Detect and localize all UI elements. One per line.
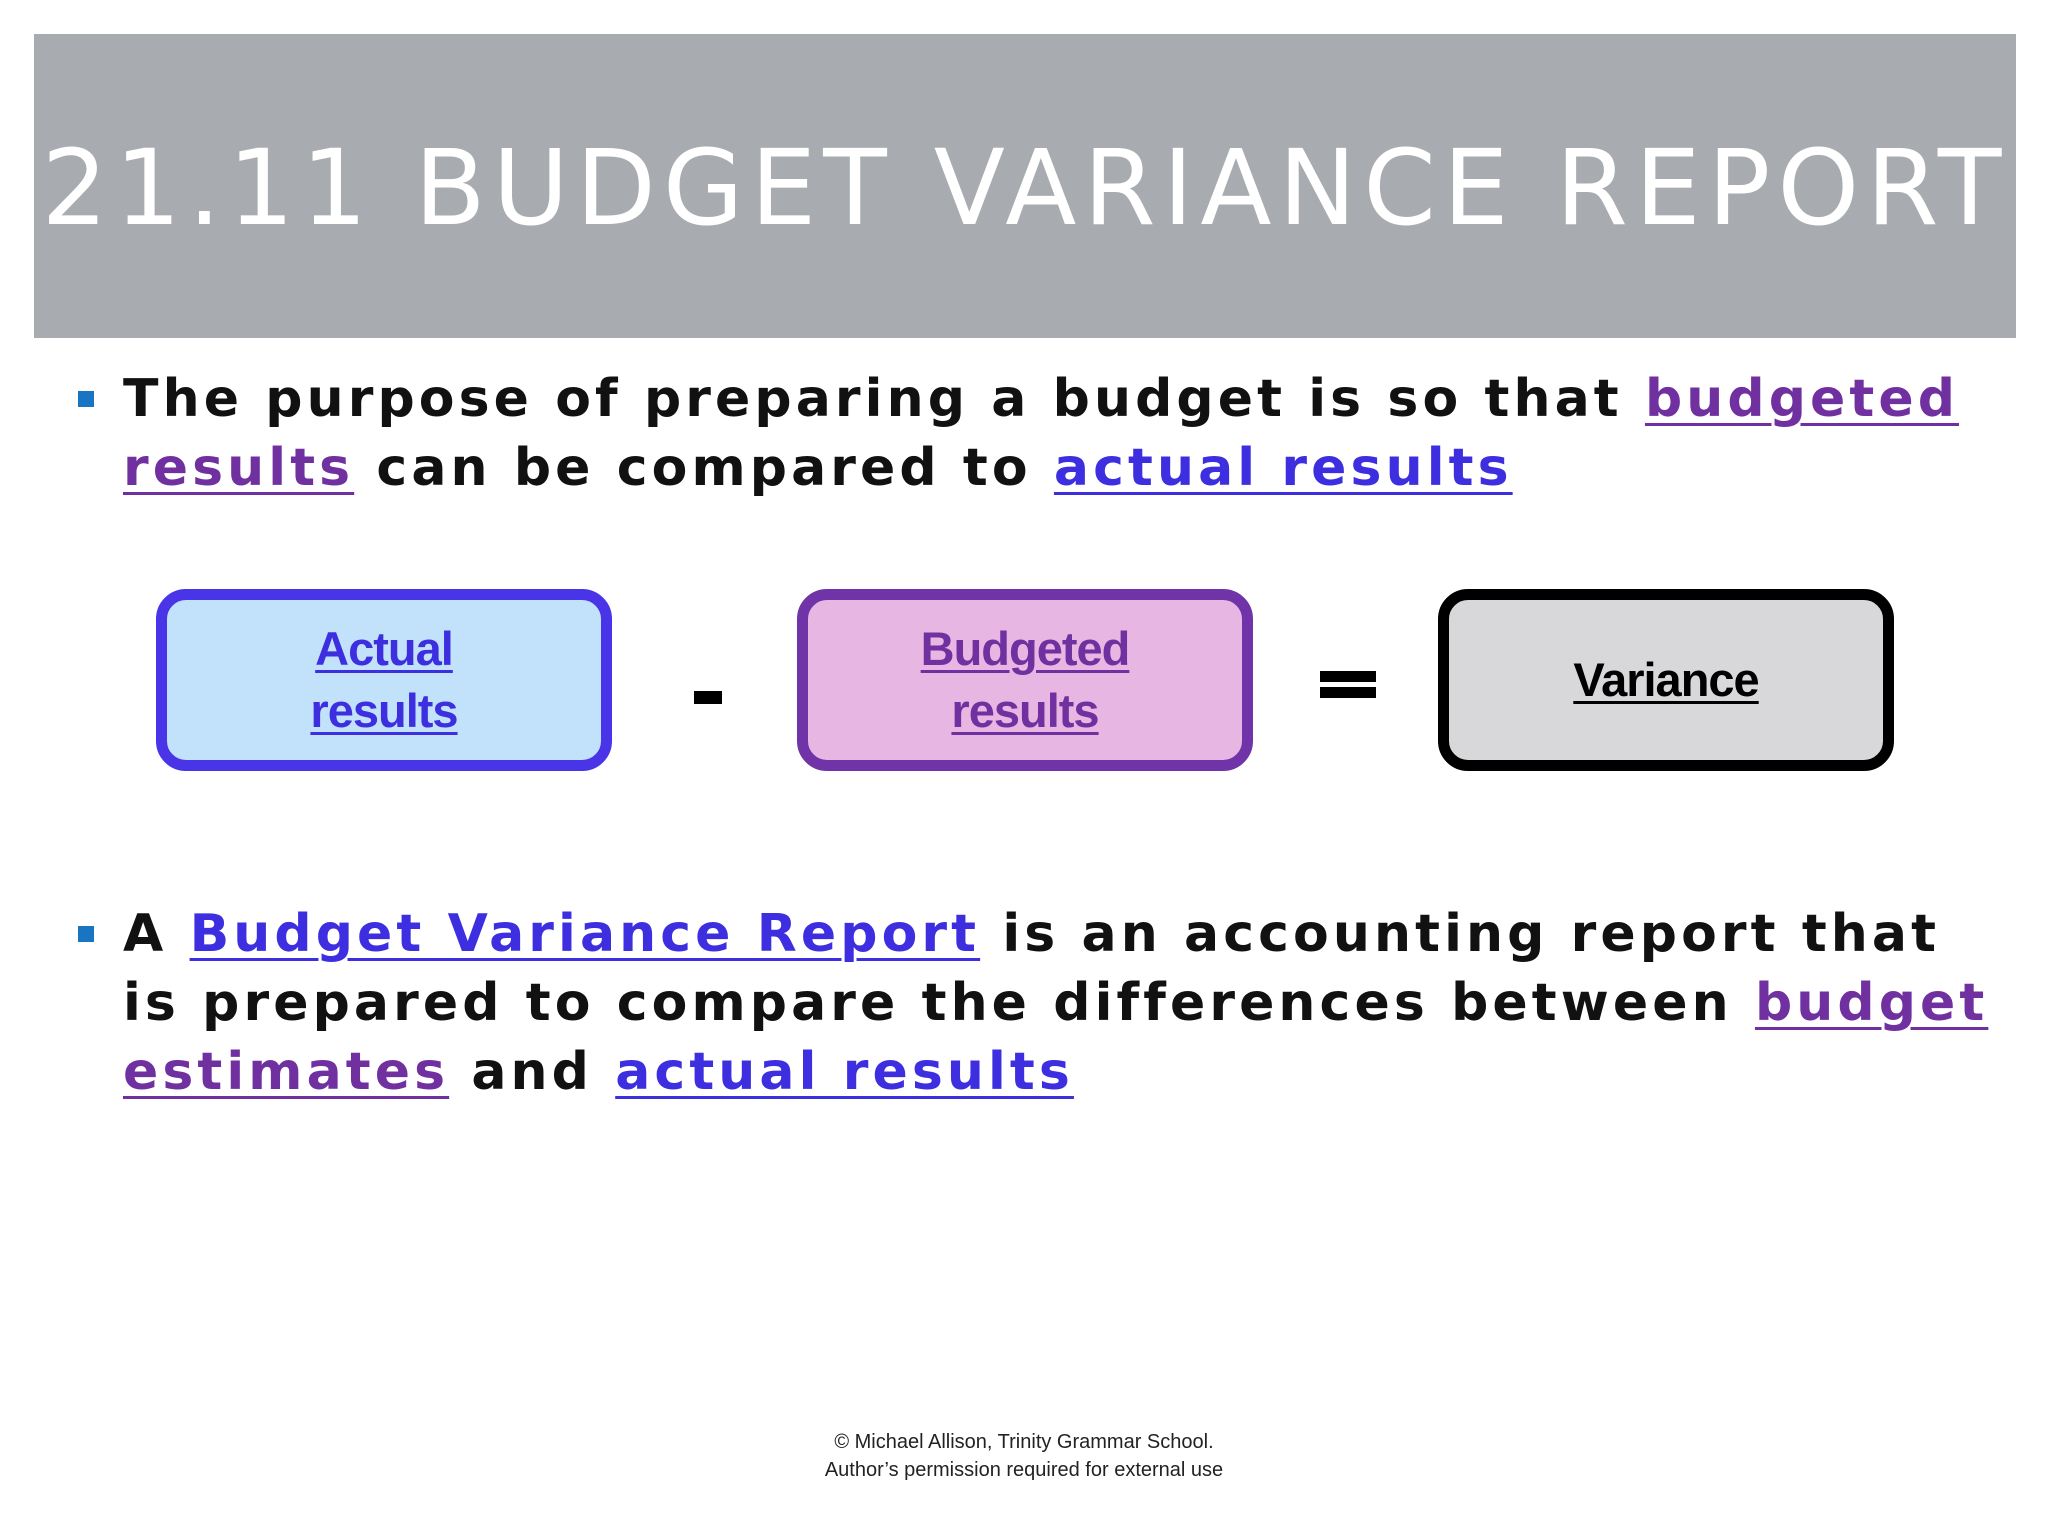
actual-results-box[interactable] (156, 589, 612, 771)
actual-results-link[interactable]: actual results (1053, 438, 1513, 498)
bullet-paragraph-2 (123, 900, 2003, 1107)
bullet-marker-1 (78, 391, 94, 407)
budget-variance-report-link[interactable]: Budget Variance Report (189, 904, 981, 964)
slide-title: 21.11 BUDGET VARIANCE REPORT (41, 127, 2009, 249)
budgeted-results-box-label: Budgeted results (920, 622, 1130, 737)
actual-results-box-label: Actual results (310, 622, 458, 737)
bullet2-text-and: and (449, 1042, 616, 1102)
budgeted-results-box[interactable] (797, 589, 1253, 771)
footer-line-1: © Michael Allison, Trinity Grammar School. (834, 1431, 1214, 1453)
budget-estimates-link[interactable]: budget estimates (123, 973, 1989, 1102)
bullet-marker-2 (78, 926, 94, 942)
footer-line-2: Author’s permission required for external use (824, 1459, 1224, 1481)
budgeted-results-link[interactable]: budgeted results (123, 369, 1960, 498)
variance-box[interactable] (1438, 589, 1894, 771)
variance-box-label: Variance (1573, 653, 1759, 706)
equals-operator-bottom (1320, 687, 1376, 698)
bullet1-text-middle: can be compared to (354, 438, 1054, 498)
copyright-footer (0, 1428, 2048, 1484)
bullet2-text-middle: is an accounting report that is prepared to compare the differences between (123, 904, 1941, 1033)
bullet-paragraph-1 (123, 365, 2003, 503)
title-bar (34, 34, 2016, 338)
actual-results-link-2[interactable]: actual results (615, 1042, 1074, 1102)
bullet2-text-a: A (123, 904, 190, 964)
minus-operator (694, 691, 722, 704)
equals-operator-top (1320, 671, 1376, 682)
bullet1-text-before: The purpose of preparing a budget is so that (123, 369, 1645, 429)
